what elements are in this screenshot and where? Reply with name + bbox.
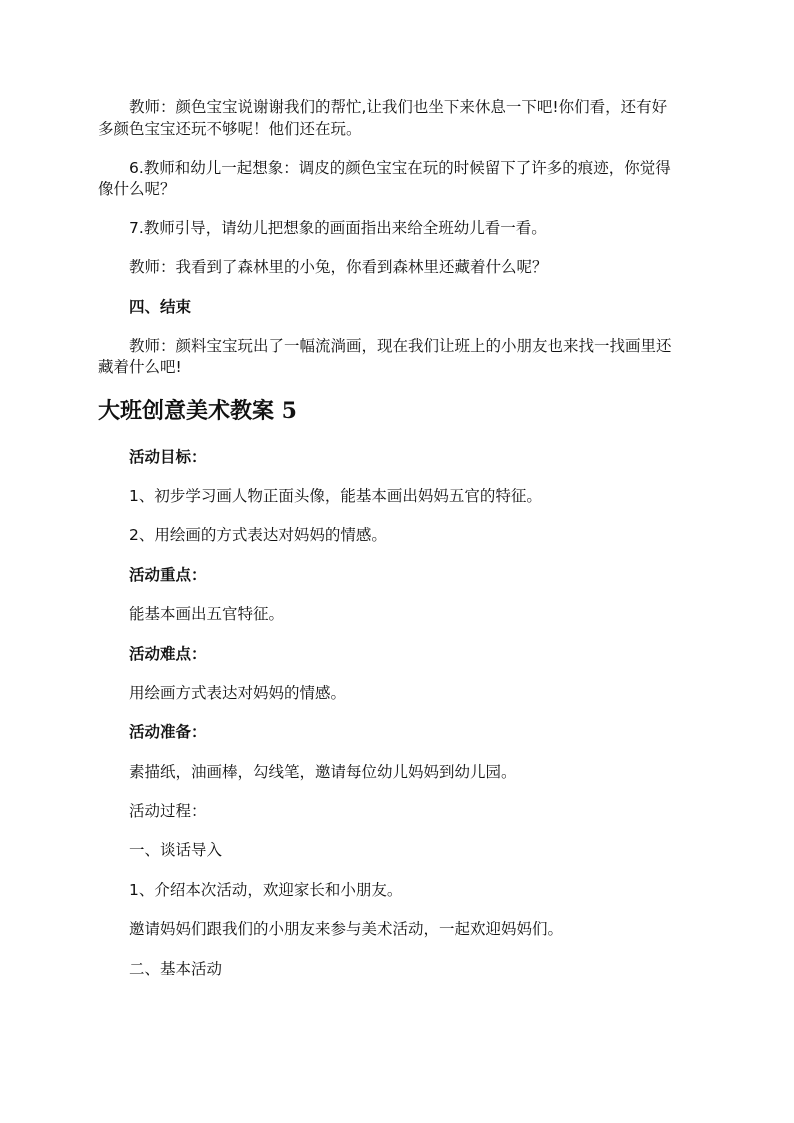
paragraph-line: 邀请妈妈们跟我们的小朋友来参与美术活动，一起欢迎妈妈们。 [129, 920, 564, 938]
field-label: 活动过程： [129, 802, 207, 820]
step-heading: 二、基本活动 [129, 960, 223, 978]
list-item: 1、介绍本次活动，欢迎家长和小朋友。 [129, 881, 403, 899]
paragraph-line: 教师：颜料宝宝玩出了一幅流淌画，现在我们让班上的小朋友也来找一找画里还 [129, 337, 672, 355]
paragraph-line: 能基本画出五官特征。 [129, 605, 285, 623]
field-label: 活动目标： [129, 448, 207, 466]
paragraph-line: 多颜色宝宝还玩不够呢！他们还在玩。 [98, 120, 362, 138]
paragraph-line: 6.教师和幼儿一起想象：调皮的颜色宝宝在玩的时候留下了许多的痕迹，你觉得 [129, 159, 671, 177]
paragraph-line: 像什么呢？ [98, 180, 176, 198]
paragraph-line: 素描纸，油画棒，勾线笔，邀请每位幼儿妈妈到幼儿园。 [129, 763, 517, 781]
paragraph-line: 教师：颜色宝宝说谢谢我们的帮忙,让我们也坐下来休息一下吧!你们看，还有好 [129, 98, 668, 116]
section-subheading: 四、结束 [129, 298, 192, 316]
field-label: 活动难点： [129, 645, 207, 663]
field-label: 活动准备： [129, 723, 207, 741]
step-heading: 一、谈话导入 [129, 841, 223, 859]
paragraph-line: 用绘画方式表达对妈妈的情感。 [129, 684, 347, 702]
paragraph-line: 藏着什么吧! [98, 358, 182, 376]
paragraph-line: 7.教师引导，请幼儿把想象的画面指出来给全班幼儿看一看。 [129, 219, 547, 237]
paragraph-line: 教师：我看到了森林里的小兔，你看到森林里还藏着什么呢？ [129, 258, 548, 276]
section-title: 大班创意美术教案 5 [98, 398, 297, 424]
list-item: 1、初步学习画人物正面头像，能基本画出妈妈五官的特征。 [129, 487, 542, 505]
list-item: 2、用绘画的方式表达对妈妈的情感。 [129, 526, 387, 544]
field-label: 活动重点： [129, 566, 207, 584]
